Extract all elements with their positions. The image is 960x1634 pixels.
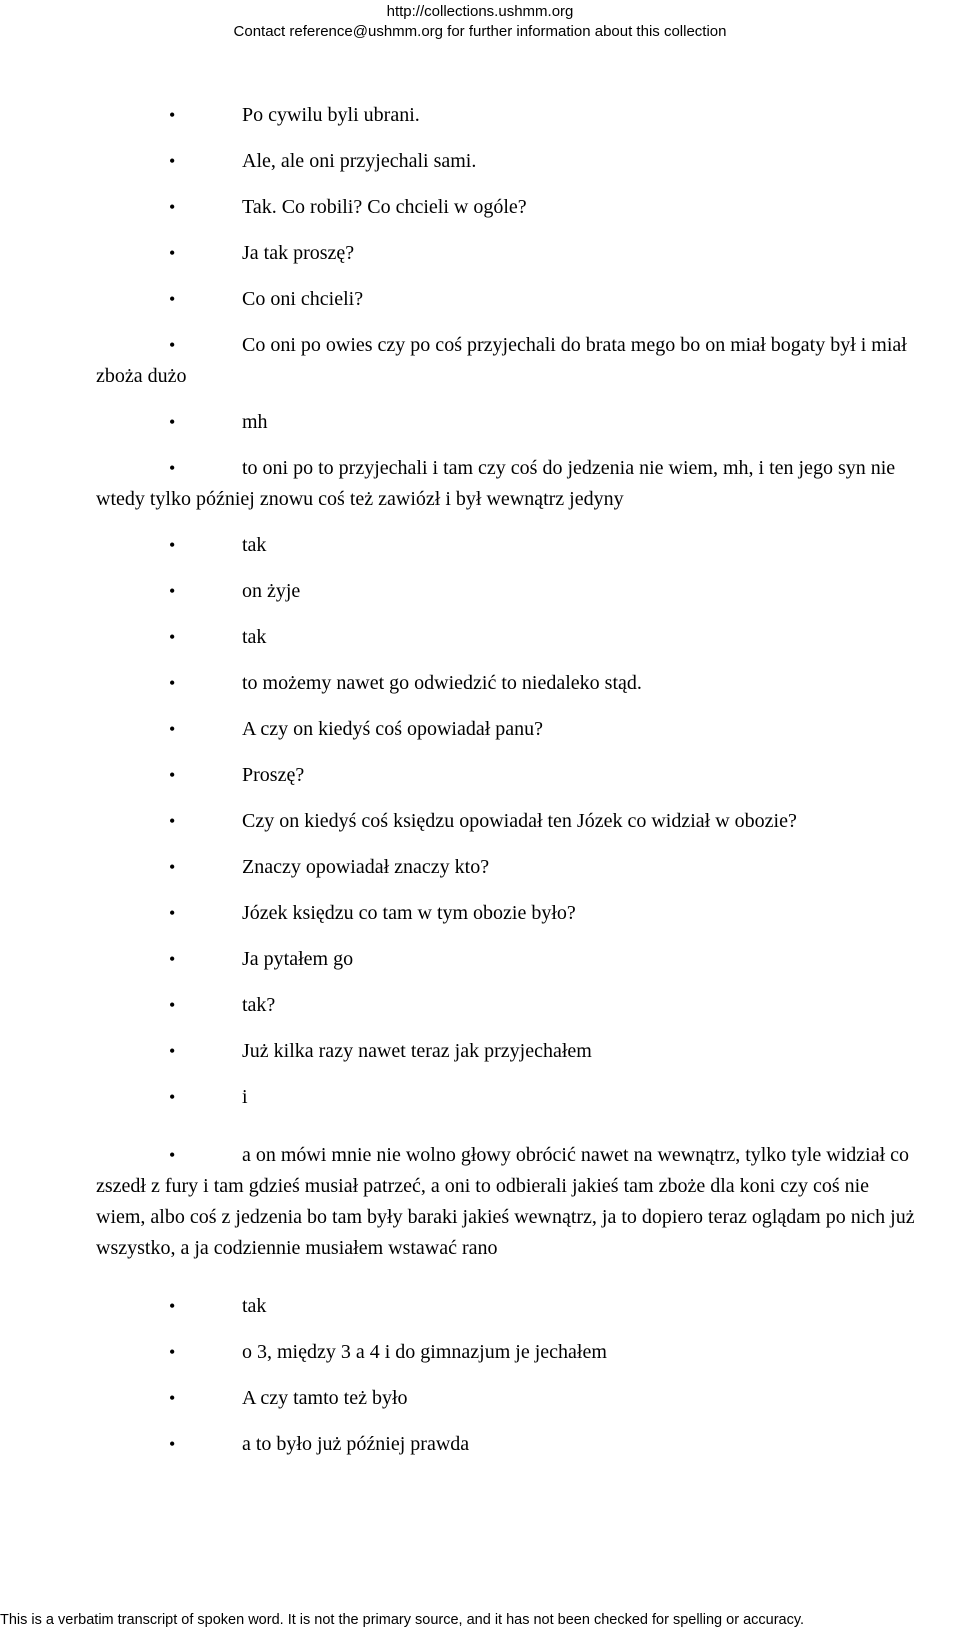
- transcript-line: [96, 1140, 916, 1264]
- line-text: tak: [242, 534, 267, 556]
- line-text: Proszę?: [242, 764, 305, 786]
- bullet-icon: •: [169, 243, 176, 263]
- line-text: Ale, ale oni przyjechali sami.: [242, 150, 477, 172]
- transcript-line: [96, 852, 916, 883]
- transcript-line: [96, 668, 916, 699]
- transcript-line: [96, 1337, 916, 1368]
- line-text: Ja pytałem go: [242, 948, 354, 970]
- bullet-icon: •: [169, 197, 176, 217]
- line-text: Co oni po owies czy po coś przyjechali do brata mego bo on miał bogaty był i miał zboża dużo: [96, 334, 907, 387]
- transcript-line: [96, 1383, 916, 1414]
- bullet-icon: •: [169, 1296, 176, 1316]
- page-footer: [0, 1610, 960, 1630]
- transcript-line: [96, 1036, 916, 1067]
- transcript-line: [96, 898, 916, 929]
- bullet-icon: •: [169, 335, 176, 355]
- bullet-icon: •: [169, 151, 176, 171]
- line-text: Ja tak proszę?: [242, 242, 355, 264]
- transcript-line: [96, 330, 916, 392]
- line-text: A czy on kiedyś coś opowiadał panu?: [242, 718, 544, 740]
- transcript-line: [96, 990, 916, 1021]
- bullet-icon: •: [169, 949, 176, 969]
- transcript-line: [96, 576, 916, 607]
- line-text: on żyje: [242, 580, 301, 602]
- bullet-icon: •: [169, 458, 176, 478]
- bullet-icon: •: [169, 765, 176, 785]
- line-text: tak: [242, 626, 267, 648]
- transcript-line: [96, 1291, 916, 1322]
- transcript-line: [96, 760, 916, 791]
- transcript-body: [96, 100, 916, 1475]
- transcript-line: [96, 530, 916, 561]
- transcript-line: [96, 622, 916, 653]
- bullet-icon: •: [169, 535, 176, 555]
- transcript-line: [96, 146, 916, 177]
- bullet-icon: •: [169, 1388, 176, 1408]
- line-text: i: [242, 1086, 248, 1108]
- page-header: [0, 2, 960, 42]
- line-text: a to było już później prawda: [242, 1433, 470, 1455]
- transcript-line: [96, 714, 916, 745]
- bullet-icon: •: [169, 1342, 176, 1362]
- bullet-icon: •: [169, 289, 176, 309]
- line-text: to oni po to przyjechali i tam czy coś do jedzenia nie wiem, mh, i ten jego syn nie wtedy tylko później znowu coś też zawiózł i był wewnątrz jedyny: [96, 457, 896, 510]
- transcript-line: [96, 1429, 916, 1460]
- line-text: tak?: [242, 994, 276, 1016]
- bullet-icon: •: [169, 1145, 176, 1165]
- line-text: Tak. Co robili? Co chcieli w ogóle?: [242, 196, 527, 218]
- line-text: Po cywilu byli ubrani.: [242, 104, 420, 126]
- bullet-icon: •: [169, 581, 176, 601]
- line-text: tak: [242, 1295, 267, 1317]
- bullet-icon: •: [169, 627, 176, 647]
- bullet-icon: •: [169, 1087, 176, 1107]
- line-text: o 3, między 3 a 4 i do gimnazjum je jechałem: [242, 1341, 607, 1363]
- transcript-line: [96, 1082, 916, 1113]
- line-text: Józek księdzu co tam w tym obozie było?: [242, 902, 576, 924]
- bullet-icon: •: [169, 857, 176, 877]
- transcript-line: [96, 407, 916, 438]
- bullet-icon: •: [169, 995, 176, 1015]
- line-text: Znaczy opowiadał znaczy kto?: [242, 856, 490, 878]
- contact-line: Contact reference@ushmm.org for further information about this collection: [233, 23, 727, 40]
- transcript-line: [96, 944, 916, 975]
- bullet-icon: •: [169, 412, 176, 432]
- transcript-line: [96, 806, 916, 837]
- bullet-icon: •: [169, 1041, 176, 1061]
- bullet-icon: •: [169, 105, 176, 125]
- bullet-icon: •: [169, 811, 176, 831]
- transcript-line: [96, 100, 916, 131]
- line-text: Co oni chcieli?: [242, 288, 364, 310]
- bullet-icon: •: [169, 673, 176, 693]
- line-text: Już kilka razy nawet teraz jak przyjechałem: [242, 1040, 592, 1062]
- transcript-line: [96, 284, 916, 315]
- line-text: mh: [242, 411, 268, 433]
- bullet-icon: •: [169, 1434, 176, 1454]
- transcript-disclaimer: This is a verbatim transcript of spoken word. It is not the primary source, and it has not been checked for spelling or accuracy.: [0, 1612, 805, 1628]
- line-text: Czy on kiedyś coś księdzu opowiadał ten Józek co widział w obozie?: [242, 810, 797, 832]
- bullet-icon: •: [169, 719, 176, 739]
- line-text: to możemy nawet go odwiedzić to niedaleko stąd.: [242, 672, 642, 694]
- bullet-icon: •: [169, 903, 176, 923]
- collection-url[interactable]: http://collections.ushmm.org: [386, 3, 574, 20]
- line-text: A czy tamto też było: [242, 1387, 408, 1409]
- transcript-line: [96, 192, 916, 223]
- transcript-line: [96, 238, 916, 269]
- transcript-line: [96, 453, 916, 515]
- line-text: a on mówi mnie nie wolno głowy obrócić nawet na wewnątrz, tylko tyle widział co zszedł z fury i tam gdzieś musiał patrzeć, a oni to odbierali jakieś tam zboże dla koni czy coś nie wiem, albo coś z jedzenia bo tam były baraki jakieś wewnątrz, ja to dopiero teraz oglądam po nich już wszystko, a ja codziennie musiałem wstawać rano: [96, 1144, 915, 1259]
